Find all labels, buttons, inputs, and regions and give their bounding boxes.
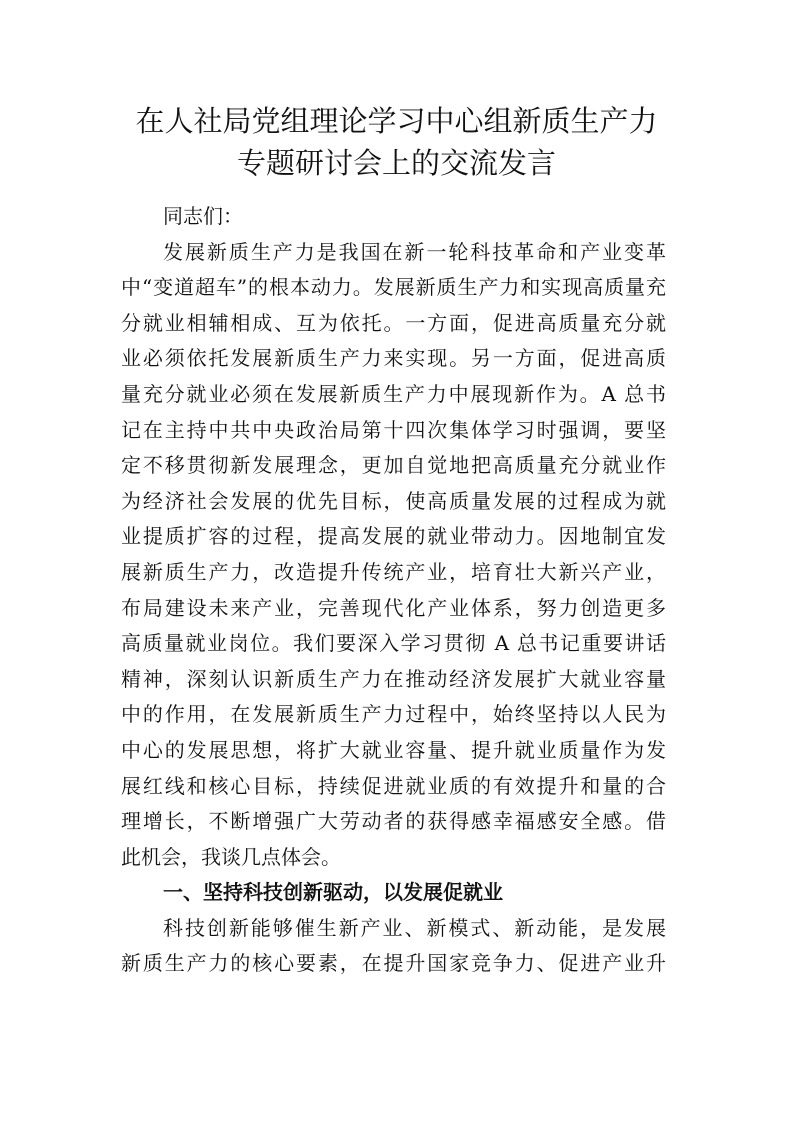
paragraph-line: 理增长，不断增强广大劳动者的获得感幸福感安全感。借 — [121, 809, 666, 834]
title-line-2: 专题研讨会上的交流发言 — [236, 146, 556, 180]
paragraph-line: 科技创新能够催生新产业、新模式、新动能，是发展 — [163, 915, 666, 940]
paragraph-line: 业必须依托发展新质生产力来实现。另一方面，促进高质 — [121, 346, 666, 371]
paragraph-line: 展新质生产力，改造提升传统产业，培育壮大新兴产业， — [121, 559, 666, 584]
paragraph-1 — [121, 235, 666, 876]
section-heading: 一、坚持科技创新驱动，以发展促就业 — [163, 880, 503, 905]
paragraph-line: 新质生产力的核心要素，在提升国家竞争力、促进产业升 — [121, 951, 666, 976]
paragraph-line: 发展新质生产力是我国在新一轮科技革命和产业变革 — [163, 239, 666, 264]
paragraph-line: 分就业相辅相成、互为依托。一方面，促进高质量充分就 — [121, 310, 666, 335]
salutation: 同志们： — [163, 204, 243, 228]
paragraph-line: 中的作用，在发展新质生产力过程中，始终坚持以人民为 — [121, 702, 666, 727]
paragraph-line: 布局建设未来产业，完善现代化产业体系，努力创造更多 — [121, 595, 666, 620]
document-title — [0, 100, 793, 184]
paragraph-line: 展红线和核心目标，持续促进就业质的有效提升和量的合 — [121, 773, 666, 798]
paragraph-line: 记在主持中共中央政治局第十四次集体学习时强调，要坚 — [121, 417, 666, 442]
paragraph-line: 为经济社会发展的优先目标，使高质量发展的过程成为就 — [121, 488, 666, 513]
paragraph-line: 中“变道超车”的根本动力。发展新质生产力和实现高质量充 — [121, 275, 666, 300]
paragraph-line: 中心的发展思想，将扩大就业容量、提升就业质量作为发 — [121, 737, 666, 762]
paragraph-line: 定不移贯彻新发展理念，更加自觉地把高质量充分就业作 — [121, 453, 666, 478]
paragraph-2 — [121, 911, 666, 982]
paragraph-line: 此机会，我谈几点体会。 — [121, 844, 341, 869]
title-line-1: 在人社局党组理论学习中心组新质生产力 — [135, 104, 658, 138]
paragraph-line: 高质量就业岗位。我们要深入学习贯彻 A 总书记重要讲话 — [121, 631, 666, 656]
document-body — [121, 199, 666, 982]
paragraph-line: 量充分就业必须在发展新质生产力中展现新作为。A 总书 — [121, 381, 666, 406]
paragraph-line: 业提质扩容的过程，提高发展的就业带动力。因地制宜发 — [121, 524, 666, 549]
paragraph-line: 精神，深刻认识新质生产力在推动经济发展扩大就业容量 — [121, 666, 666, 691]
